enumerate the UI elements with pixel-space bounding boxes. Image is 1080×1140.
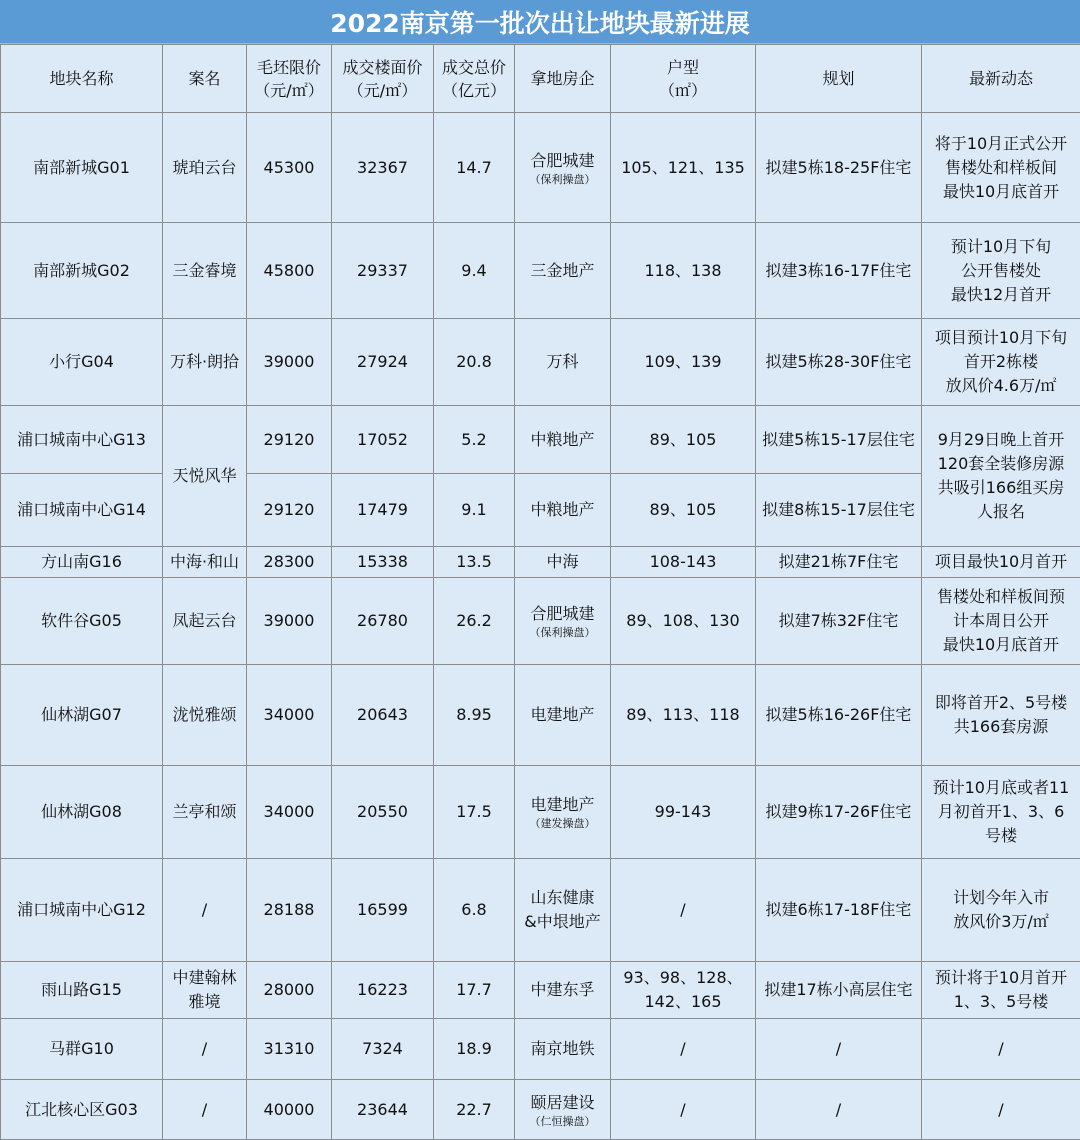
header-project-name: 案名	[163, 45, 247, 113]
plot-cell: 仙林湖G08	[1, 766, 163, 859]
header-latest-news: 最新动态	[922, 45, 1080, 113]
plot-cell: 浦口城南中心G12	[1, 859, 163, 962]
table-row	[1, 859, 1080, 962]
floor-price-cell: 15338	[332, 547, 434, 578]
limit-price-cell: 28000	[247, 962, 332, 1019]
floor-price-cell: 17479	[332, 474, 434, 547]
latest-news-cell: 项目最快10月首开	[922, 547, 1080, 578]
project-name-cell: 万科·朗拾	[163, 319, 247, 406]
developer-cell: 颐居建设 （仁恒操盘）	[515, 1080, 611, 1140]
plan-cell: 拟建5栋16-26F住宅	[756, 665, 922, 766]
latest-news-cell: 预计10月下旬 公开售楼处 最快12月首开	[922, 223, 1080, 319]
table-row	[1, 223, 1080, 319]
plan-cell: /	[756, 1019, 922, 1080]
plot-cell: 江北核心区G03	[1, 1080, 163, 1140]
total-price-cell: 8.95	[434, 665, 515, 766]
total-price-cell: 17.7	[434, 962, 515, 1019]
header-plan: 规划	[756, 45, 922, 113]
plot-cell: 软件谷G05	[1, 578, 163, 665]
latest-news-cell: /	[922, 1080, 1080, 1140]
unit-size-cell: 105、121、135	[611, 113, 756, 223]
project-name-cell: 天悦风华	[163, 406, 247, 547]
developer-cell: 山东健康 &中垠地产	[515, 859, 611, 962]
limit-price-cell: 29120	[247, 406, 332, 474]
plan-cell: 拟建5栋28-30F住宅	[756, 319, 922, 406]
total-price-cell: 26.2	[434, 578, 515, 665]
total-price-cell: 22.7	[434, 1080, 515, 1140]
latest-news-cell: 9月29日晚上首开 120套全装修房源 共吸引166组买房 人报名	[922, 406, 1080, 547]
floor-price-cell: 27924	[332, 319, 434, 406]
unit-size-cell: /	[611, 1080, 756, 1140]
floor-price-cell: 20643	[332, 665, 434, 766]
table-row	[1, 1080, 1080, 1140]
limit-price-cell: 39000	[247, 319, 332, 406]
developer-cell: 中粮地产	[515, 406, 611, 474]
unit-size-cell: 118、138	[611, 223, 756, 319]
developer-cell: 万科	[515, 319, 611, 406]
floor-price-cell: 26780	[332, 578, 434, 665]
project-name-cell: 琥珀云台	[163, 113, 247, 223]
latest-news-cell: 计划今年入市 放风价3万/㎡	[922, 859, 1080, 962]
plan-cell: 拟建6栋17-18F住宅	[756, 859, 922, 962]
total-price-cell: 9.1	[434, 474, 515, 547]
floor-price-cell: 20550	[332, 766, 434, 859]
plan-cell: 拟建17栋小高层住宅	[756, 962, 922, 1019]
page-title: 2022南京第一批次出让地块最新进展	[0, 0, 1080, 44]
limit-price-cell: 34000	[247, 766, 332, 859]
latest-news-cell: 售楼处和样板间预 计本周日公开 最快10月底首开	[922, 578, 1080, 665]
plot-cell: 雨山路G15	[1, 962, 163, 1019]
project-name-cell: /	[163, 1080, 247, 1140]
plot-cell: 南部新城G02	[1, 223, 163, 319]
developer-cell: 中建东孚	[515, 962, 611, 1019]
plan-cell: /	[756, 1080, 922, 1140]
header-row	[1, 45, 1080, 113]
total-price-cell: 17.5	[434, 766, 515, 859]
limit-price-cell: 34000	[247, 665, 332, 766]
unit-size-cell: /	[611, 859, 756, 962]
limit-price-cell: 39000	[247, 578, 332, 665]
header-total-price: 成交总价 （亿元）	[434, 45, 515, 113]
developer-cell: 中海	[515, 547, 611, 578]
unit-size-cell: 89、105	[611, 406, 756, 474]
project-name-cell: /	[163, 859, 247, 962]
developer-cell: 中粮地产	[515, 474, 611, 547]
latest-news-cell: 即将首开2、5号楼 共166套房源	[922, 665, 1080, 766]
limit-price-cell: 28300	[247, 547, 332, 578]
land-plot-table	[0, 44, 1080, 1140]
table-row	[1, 1019, 1080, 1080]
floor-price-cell: 29337	[332, 223, 434, 319]
plan-cell: 拟建3栋16-17F住宅	[756, 223, 922, 319]
plan-cell: 拟建7栋32F住宅	[756, 578, 922, 665]
plot-cell: 浦口城南中心G13	[1, 406, 163, 474]
developer-cell: 合肥城建 （保利操盘）	[515, 113, 611, 223]
header-floor-price: 成交楼面价 （元/㎡）	[332, 45, 434, 113]
table-row	[1, 319, 1080, 406]
plot-cell: 浦口城南中心G14	[1, 474, 163, 547]
total-price-cell: 5.2	[434, 406, 515, 474]
project-name-cell: 兰亭和颂	[163, 766, 247, 859]
total-price-cell: 14.7	[434, 113, 515, 223]
unit-size-cell: 89、105	[611, 474, 756, 547]
total-price-cell: 13.5	[434, 547, 515, 578]
latest-news-cell: /	[922, 1019, 1080, 1080]
plot-cell: 方山南G16	[1, 547, 163, 578]
project-name-cell: 中海·和山	[163, 547, 247, 578]
plan-cell: 拟建5栋18-25F住宅	[756, 113, 922, 223]
table-row	[1, 962, 1080, 1019]
header-plot: 地块名称	[1, 45, 163, 113]
developer-cell: 合肥城建 （保利操盘）	[515, 578, 611, 665]
table-row	[1, 547, 1080, 578]
header-unit-size: 户型 （㎡）	[611, 45, 756, 113]
unit-size-cell: 89、113、118	[611, 665, 756, 766]
plan-cell: 拟建5栋15-17层住宅	[756, 406, 922, 474]
table-row	[1, 665, 1080, 766]
floor-price-cell: 23644	[332, 1080, 434, 1140]
developer-cell: 南京地铁	[515, 1019, 611, 1080]
total-price-cell: 9.4	[434, 223, 515, 319]
table-row	[1, 474, 1080, 547]
limit-price-cell: 45800	[247, 223, 332, 319]
plot-cell: 南部新城G01	[1, 113, 163, 223]
table-row	[1, 406, 1080, 474]
plan-cell: 拟建21栋7F住宅	[756, 547, 922, 578]
table-row	[1, 766, 1080, 859]
unit-size-cell: 108-143	[611, 547, 756, 578]
unit-size-cell: 109、139	[611, 319, 756, 406]
limit-price-cell: 40000	[247, 1080, 332, 1140]
unit-size-cell: /	[611, 1019, 756, 1080]
project-name-cell: 三金睿境	[163, 223, 247, 319]
latest-news-cell: 预计将于10月首开 1、3、5号楼	[922, 962, 1080, 1019]
table-row	[1, 113, 1080, 223]
plot-cell: 马群G10	[1, 1019, 163, 1080]
floor-price-cell: 16599	[332, 859, 434, 962]
developer-cell: 电建地产 （建发操盘）	[515, 766, 611, 859]
project-name-cell: 凤起云台	[163, 578, 247, 665]
floor-price-cell: 16223	[332, 962, 434, 1019]
project-name-cell: /	[163, 1019, 247, 1080]
limit-price-cell: 28188	[247, 859, 332, 962]
header-limit-price: 毛坯限价 （元/㎡）	[247, 45, 332, 113]
total-price-cell: 20.8	[434, 319, 515, 406]
table-row	[1, 578, 1080, 665]
project-name-cell: 泷悦雅颂	[163, 665, 247, 766]
floor-price-cell: 7324	[332, 1019, 434, 1080]
total-price-cell: 6.8	[434, 859, 515, 962]
developer-cell: 电建地产	[515, 665, 611, 766]
developer-cell: 三金地产	[515, 223, 611, 319]
limit-price-cell: 29120	[247, 474, 332, 547]
project-name-cell: 中建翰林 雅境	[163, 962, 247, 1019]
header-developer: 拿地房企	[515, 45, 611, 113]
plan-cell: 拟建9栋17-26F住宅	[756, 766, 922, 859]
unit-size-cell: 89、108、130	[611, 578, 756, 665]
latest-news-cell: 项目预计10月下旬 首开2栋楼 放风价4.6万/㎡	[922, 319, 1080, 406]
plot-cell: 小行G04	[1, 319, 163, 406]
limit-price-cell: 31310	[247, 1019, 332, 1080]
unit-size-cell: 93、98、128、 142、165	[611, 962, 756, 1019]
limit-price-cell: 45300	[247, 113, 332, 223]
plot-cell: 仙林湖G07	[1, 665, 163, 766]
floor-price-cell: 32367	[332, 113, 434, 223]
unit-size-cell: 99-143	[611, 766, 756, 859]
total-price-cell: 18.9	[434, 1019, 515, 1080]
floor-price-cell: 17052	[332, 406, 434, 474]
plan-cell: 拟建8栋15-17层住宅	[756, 474, 922, 547]
latest-news-cell: 预计10月底或者11 月初首开1、3、6 号楼	[922, 766, 1080, 859]
latest-news-cell: 将于10月正式公开 售楼处和样板间 最快10月底首开	[922, 113, 1080, 223]
